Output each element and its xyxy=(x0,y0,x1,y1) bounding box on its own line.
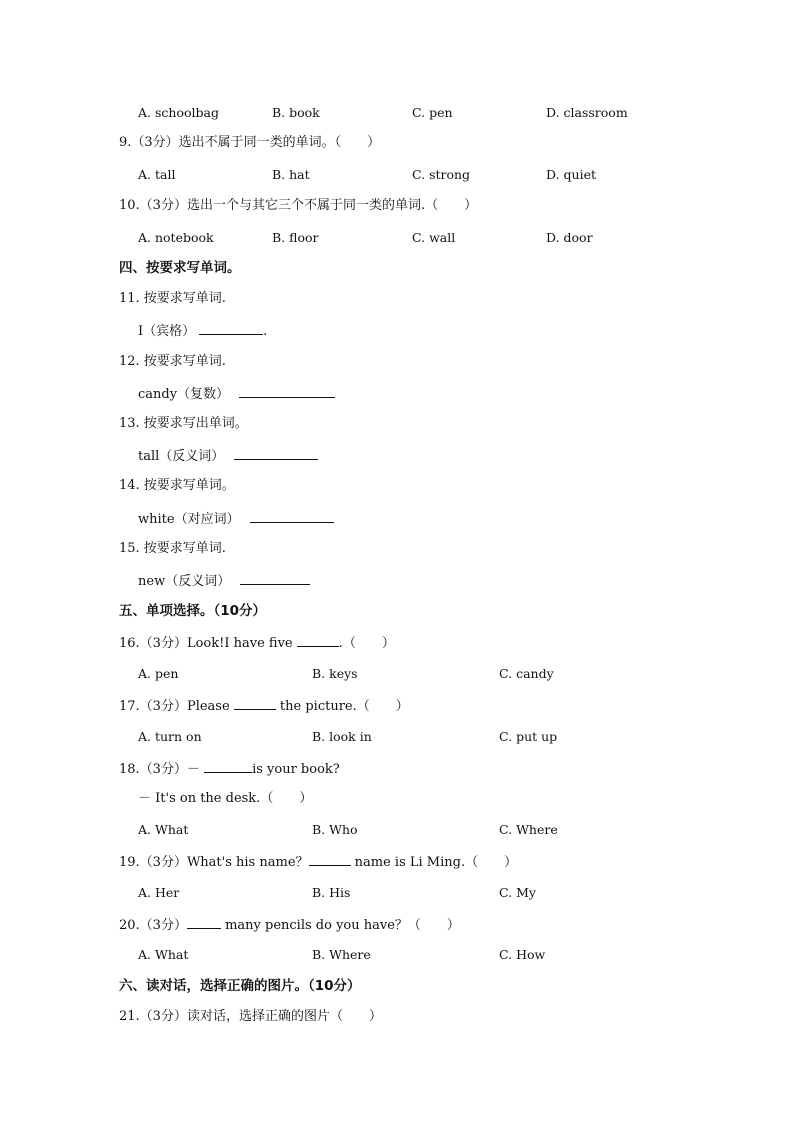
q18-stem xyxy=(119,758,340,780)
q17-option-a[interactable]: A. turn on xyxy=(138,729,202,744)
q20-option-c[interactable]: C. How xyxy=(499,947,546,962)
q19-option-b[interactable]: B. His xyxy=(312,885,351,900)
q19-option-c[interactable]: C. My xyxy=(499,885,536,900)
q9-option-b[interactable]: B. hat xyxy=(272,167,310,182)
q8-option-b[interactable]: B. book xyxy=(272,105,320,120)
q18-options xyxy=(0,820,794,840)
q11-stem: 11. 按要求写单词. xyxy=(119,291,226,306)
q20-stem xyxy=(119,914,460,936)
q19-blank[interactable] xyxy=(309,851,351,866)
q10-options xyxy=(0,228,794,248)
q15-stem: 15. 按要求写单词. xyxy=(119,541,226,556)
q9-stem: 9.（3分）选出不属于同一类的单词。（ ） xyxy=(119,135,381,150)
q12-answer-line xyxy=(138,383,335,405)
q8-option-d[interactable]: D. classroom xyxy=(546,105,628,120)
section4-title: 四、按要求写单词。 xyxy=(119,260,241,276)
q14-prompt: white（对应词） xyxy=(138,512,240,527)
q18-blank[interactable] xyxy=(204,758,252,773)
q15-prompt: new（反义词） xyxy=(138,574,231,589)
q8-option-c[interactable]: C. pen xyxy=(412,105,453,120)
q10-stem: 10.（3分）选出一个与其它三个不属于同一类的单词.（ ） xyxy=(119,198,478,213)
q17-option-c[interactable]: C. put up xyxy=(499,729,558,744)
q12-blank[interactable] xyxy=(239,383,335,398)
q18-option-c[interactable]: C. Where xyxy=(499,822,558,837)
section5-title: 五、单项选择。（10分） xyxy=(119,603,267,619)
q16-stem xyxy=(119,632,395,654)
q18-stem-end: is your book? xyxy=(252,762,340,777)
q19-stem xyxy=(119,851,517,873)
q11-answer-line xyxy=(138,320,267,342)
q16-stem-text: 16.（3分）Look!I have five xyxy=(119,636,297,651)
q15-blank[interactable] xyxy=(240,570,310,585)
q13-answer-line xyxy=(138,445,318,467)
q15-answer-line xyxy=(138,570,310,592)
q16-option-c[interactable]: C. candy xyxy=(499,666,554,681)
q21-stem: 21.（3分）读对话，选择正确的图片（ ） xyxy=(119,1009,382,1024)
q12-stem: 12. 按要求写单词. xyxy=(119,354,226,369)
q10-option-c[interactable]: C. wall xyxy=(412,230,456,245)
q20-stem-end: many pencils do you have？（ ） xyxy=(220,918,460,933)
q18-stem-line2: － It's on the desk.（ ） xyxy=(138,791,313,806)
q9-option-a[interactable]: A. tall xyxy=(138,167,176,182)
q18-option-a[interactable]: A. What xyxy=(138,822,189,837)
q17-options xyxy=(0,727,794,747)
q11-prompt: I（宾格） xyxy=(138,324,196,339)
q16-options xyxy=(0,664,794,684)
q17-stem xyxy=(119,695,409,717)
q10-option-d[interactable]: D. door xyxy=(546,230,593,245)
q13-prompt: tall（反义词） xyxy=(138,449,225,464)
q8-options xyxy=(0,103,794,123)
section6-title: 六、读对话，选择正确的图片。（10分） xyxy=(119,978,361,994)
q16-option-a[interactable]: A. pen xyxy=(138,666,179,681)
q13-stem: 13. 按要求写出单词。 xyxy=(119,416,248,431)
q17-blank[interactable] xyxy=(234,695,276,710)
q20-option-a[interactable]: A. What xyxy=(138,947,189,962)
q20-option-b[interactable]: B. Where xyxy=(312,947,371,962)
q19-stem-end: name is Li Ming.（ ） xyxy=(350,855,518,870)
q9-option-c[interactable]: C. strong xyxy=(412,167,471,182)
q11-suffix: . xyxy=(263,324,268,339)
q8-option-a[interactable]: A. schoolbag xyxy=(138,105,219,120)
q19-options xyxy=(0,883,794,903)
q16-option-b[interactable]: B. keys xyxy=(312,666,358,681)
q14-answer-line xyxy=(138,508,334,530)
q19-option-a[interactable]: A. Her xyxy=(138,885,180,900)
q14-blank[interactable] xyxy=(250,508,334,523)
q19-stem-text: 19.（3分）What's his name？ xyxy=(119,855,309,870)
q14-stem: 14. 按要求写单词。 xyxy=(119,478,235,493)
q20-stem-text: 20.（3分） xyxy=(119,918,187,933)
q11-blank[interactable] xyxy=(199,320,263,335)
q12-prompt: candy（复数） xyxy=(138,387,230,402)
q9-option-d[interactable]: D. quiet xyxy=(546,167,596,182)
q20-options xyxy=(0,945,794,965)
q10-option-a[interactable]: A. notebook xyxy=(138,230,214,245)
q17-stem-end: the picture.（ ） xyxy=(275,699,409,714)
q10-option-b[interactable]: B. floor xyxy=(272,230,319,245)
q17-stem-text: 17.（3分）Please xyxy=(119,699,234,714)
q18-option-b[interactable]: B. Who xyxy=(312,822,358,837)
q17-option-b[interactable]: B. look in xyxy=(312,729,372,744)
q13-blank[interactable] xyxy=(234,445,318,460)
q18-stem-text: 18.（3分）－ xyxy=(119,762,205,777)
q9-options xyxy=(0,165,794,185)
q16-blank[interactable] xyxy=(297,632,339,647)
q16-stem-end: .（ ） xyxy=(338,636,395,651)
q20-blank[interactable] xyxy=(187,914,221,929)
